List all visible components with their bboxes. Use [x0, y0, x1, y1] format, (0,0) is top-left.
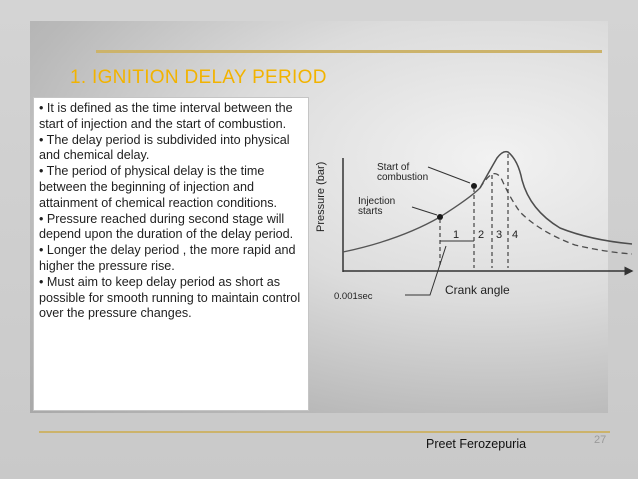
bullet-item: • Must aim to keep delay period as short as possible for smooth running to maintain control over the pressure changes. — [39, 274, 301, 321]
combustion-label-line-2: combustion — [377, 172, 429, 183]
injection-label-line-1: Injection — [358, 196, 396, 207]
page-number: 27 — [594, 434, 607, 446]
x-axis-label: Crank angle — [445, 283, 510, 297]
stage-label: 3 — [496, 229, 503, 241]
combustion-leader-line — [428, 167, 470, 183]
injection-label-line-2: starts — [358, 206, 383, 217]
stage-label: 4 — [512, 229, 519, 241]
slide-title: 1. IGNITION DELAY PERIOD — [70, 67, 327, 88]
dashed-firing-curve — [480, 174, 632, 254]
bullet-item: • Longer the delay period , the more rapid and higher the pressure rise. — [39, 243, 296, 273]
stage-label: 1 — [453, 229, 460, 241]
y-axis-label: Pressure (bar) — [315, 161, 327, 232]
bullet-item: • The period of physical delay is the time between the beginning of injection and attainment of chemical reaction conditions. — [39, 164, 278, 210]
firing-curve — [480, 152, 632, 244]
footer-accent-line — [39, 431, 610, 433]
injection-leader-line — [412, 207, 437, 215]
footer-author: Preet Ferozepuria — [426, 437, 527, 451]
time-label: 0.001sec — [334, 291, 373, 302]
bullet-item: • Pressure reached during second stage will depend upon the duration of the delay period. — [39, 211, 294, 242]
bullet-item: • The delay period is subdivided into physical and chemical delay. — [39, 132, 290, 163]
stage-label: 2 — [478, 229, 485, 241]
combustion-label-line-1: Start of — [377, 162, 410, 173]
bullet-item: • It is defined as the time interval between the start of injection and the start of combustion. — [39, 101, 293, 131]
